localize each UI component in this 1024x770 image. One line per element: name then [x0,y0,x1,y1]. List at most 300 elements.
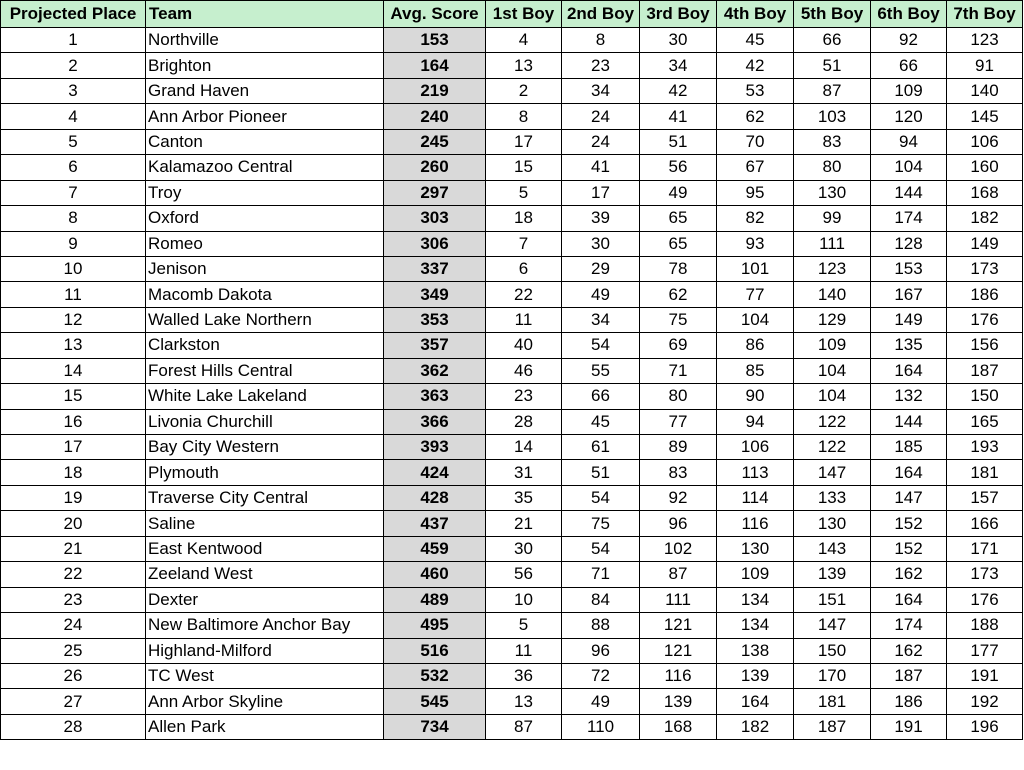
header-avg-score: Avg. Score [384,1,486,28]
cell-5th-boy: 130 [794,511,871,536]
cell-2nd-boy: 49 [562,282,640,307]
cell-5th-boy: 122 [794,409,871,434]
cell-projected-place: 5 [1,129,146,154]
cell-projected-place: 27 [1,689,146,714]
cell-avg-score: 516 [384,638,486,663]
cell-team: Jenison [146,256,384,281]
cell-7th-boy: 196 [947,714,1023,739]
cell-avg-score: 337 [384,256,486,281]
cell-4th-boy: 182 [717,714,794,739]
cell-2nd-boy: 88 [562,613,640,638]
cell-4th-boy: 70 [717,129,794,154]
cell-3rd-boy: 102 [640,536,717,561]
table-row [1,53,1023,78]
cell-3rd-boy: 42 [640,78,717,103]
cell-6th-boy: 109 [871,78,947,103]
table-row [1,333,1023,358]
cell-projected-place: 6 [1,155,146,180]
cell-projected-place: 18 [1,460,146,485]
cell-2nd-boy: 29 [562,256,640,281]
table-row [1,613,1023,638]
cell-avg-score: 164 [384,53,486,78]
cell-2nd-boy: 23 [562,53,640,78]
cell-projected-place: 10 [1,256,146,281]
cell-4th-boy: 130 [717,536,794,561]
cell-2nd-boy: 66 [562,384,640,409]
cell-4th-boy: 42 [717,53,794,78]
cell-1st-boy: 15 [486,155,562,180]
cell-3rd-boy: 121 [640,638,717,663]
cell-4th-boy: 114 [717,485,794,510]
cell-1st-boy: 6 [486,256,562,281]
cell-5th-boy: 170 [794,663,871,688]
cell-1st-boy: 31 [486,460,562,485]
cell-1st-boy: 7 [486,231,562,256]
cell-4th-boy: 139 [717,663,794,688]
cell-avg-score: 303 [384,206,486,231]
cell-team: TC West [146,663,384,688]
cell-3rd-boy: 34 [640,53,717,78]
table-row [1,358,1023,383]
table-row [1,460,1023,485]
cell-1st-boy: 18 [486,206,562,231]
cell-team: Canton [146,129,384,154]
cell-3rd-boy: 62 [640,282,717,307]
table-row [1,129,1023,154]
cell-projected-place: 12 [1,307,146,332]
cell-7th-boy: 176 [947,587,1023,612]
cell-5th-boy: 130 [794,180,871,205]
cell-team: Romeo [146,231,384,256]
cell-5th-boy: 99 [794,206,871,231]
cell-5th-boy: 111 [794,231,871,256]
cell-4th-boy: 164 [717,689,794,714]
cell-3rd-boy: 56 [640,155,717,180]
cell-1st-boy: 36 [486,663,562,688]
cell-6th-boy: 164 [871,358,947,383]
cell-7th-boy: 182 [947,206,1023,231]
cell-2nd-boy: 8 [562,28,640,53]
cell-team: Forest Hills Central [146,358,384,383]
cell-1st-boy: 11 [486,638,562,663]
cell-projected-place: 2 [1,53,146,78]
cell-avg-score: 219 [384,78,486,103]
cell-2nd-boy: 110 [562,714,640,739]
cell-7th-boy: 140 [947,78,1023,103]
cell-team: Bay City Western [146,435,384,460]
cell-team: East Kentwood [146,536,384,561]
cell-7th-boy: 173 [947,562,1023,587]
cell-4th-boy: 106 [717,435,794,460]
cell-team: Ann Arbor Skyline [146,689,384,714]
header-team: Team [146,1,384,28]
cell-7th-boy: 145 [947,104,1023,129]
cell-2nd-boy: 71 [562,562,640,587]
cell-6th-boy: 94 [871,129,947,154]
cell-5th-boy: 122 [794,435,871,460]
cell-6th-boy: 132 [871,384,947,409]
cell-7th-boy: 188 [947,613,1023,638]
cell-2nd-boy: 51 [562,460,640,485]
cell-2nd-boy: 54 [562,536,640,561]
cell-6th-boy: 174 [871,206,947,231]
cell-6th-boy: 162 [871,562,947,587]
table-row [1,562,1023,587]
cell-avg-score: 428 [384,485,486,510]
cell-1st-boy: 13 [486,689,562,714]
table-row [1,180,1023,205]
cell-1st-boy: 21 [486,511,562,536]
cell-7th-boy: 176 [947,307,1023,332]
cell-3rd-boy: 89 [640,435,717,460]
cell-projected-place: 28 [1,714,146,739]
cell-team: Plymouth [146,460,384,485]
cell-1st-boy: 46 [486,358,562,383]
cell-team: Grand Haven [146,78,384,103]
cell-4th-boy: 134 [717,587,794,612]
cell-3rd-boy: 111 [640,587,717,612]
cell-projected-place: 25 [1,638,146,663]
cell-avg-score: 489 [384,587,486,612]
cell-3rd-boy: 83 [640,460,717,485]
table-row [1,587,1023,612]
cell-5th-boy: 181 [794,689,871,714]
cell-avg-score: 362 [384,358,486,383]
cell-5th-boy: 80 [794,155,871,180]
cell-4th-boy: 134 [717,613,794,638]
cell-5th-boy: 103 [794,104,871,129]
cell-7th-boy: 171 [947,536,1023,561]
cell-5th-boy: 187 [794,714,871,739]
table-row [1,536,1023,561]
table-row [1,104,1023,129]
cell-5th-boy: 151 [794,587,871,612]
cell-7th-boy: 149 [947,231,1023,256]
cell-6th-boy: 152 [871,511,947,536]
cell-2nd-boy: 54 [562,485,640,510]
cell-team: Highland-Milford [146,638,384,663]
cell-projected-place: 16 [1,409,146,434]
cell-7th-boy: 156 [947,333,1023,358]
cell-7th-boy: 165 [947,409,1023,434]
cell-4th-boy: 45 [717,28,794,53]
cell-team: White Lake Lakeland [146,384,384,409]
cell-team: Ann Arbor Pioneer [146,104,384,129]
table-row [1,384,1023,409]
cell-4th-boy: 53 [717,78,794,103]
cell-7th-boy: 181 [947,460,1023,485]
cell-7th-boy: 123 [947,28,1023,53]
cell-5th-boy: 104 [794,358,871,383]
cell-team: Zeeland West [146,562,384,587]
cell-team: Traverse City Central [146,485,384,510]
cell-avg-score: 393 [384,435,486,460]
cell-team: Allen Park [146,714,384,739]
cell-6th-boy: 128 [871,231,947,256]
cell-projected-place: 7 [1,180,146,205]
cell-5th-boy: 109 [794,333,871,358]
cell-3rd-boy: 168 [640,714,717,739]
cell-2nd-boy: 54 [562,333,640,358]
cell-1st-boy: 35 [486,485,562,510]
cell-6th-boy: 149 [871,307,947,332]
cell-3rd-boy: 30 [640,28,717,53]
table-header [1,1,1023,28]
cell-avg-score: 460 [384,562,486,587]
cell-5th-boy: 129 [794,307,871,332]
cell-6th-boy: 187 [871,663,947,688]
cell-7th-boy: 186 [947,282,1023,307]
header-4th-boy: 4th Boy [717,1,794,28]
cell-avg-score: 545 [384,689,486,714]
cell-4th-boy: 116 [717,511,794,536]
cell-1st-boy: 22 [486,282,562,307]
cell-avg-score: 437 [384,511,486,536]
cell-avg-score: 734 [384,714,486,739]
cell-1st-boy: 2 [486,78,562,103]
cell-4th-boy: 77 [717,282,794,307]
table-row [1,485,1023,510]
cell-team: Troy [146,180,384,205]
table-row [1,231,1023,256]
cell-2nd-boy: 61 [562,435,640,460]
cell-1st-boy: 4 [486,28,562,53]
cell-projected-place: 4 [1,104,146,129]
table-row [1,435,1023,460]
cell-avg-score: 363 [384,384,486,409]
cell-avg-score: 153 [384,28,486,53]
cell-5th-boy: 87 [794,78,871,103]
cell-7th-boy: 150 [947,384,1023,409]
cell-7th-boy: 160 [947,155,1023,180]
cell-4th-boy: 82 [717,206,794,231]
cell-2nd-boy: 34 [562,78,640,103]
table-row [1,689,1023,714]
cell-4th-boy: 67 [717,155,794,180]
cell-5th-boy: 66 [794,28,871,53]
table-body [1,28,1023,740]
header-3rd-boy: 3rd Boy [640,1,717,28]
cell-projected-place: 11 [1,282,146,307]
cell-3rd-boy: 71 [640,358,717,383]
cell-3rd-boy: 49 [640,180,717,205]
table-row [1,155,1023,180]
cell-avg-score: 459 [384,536,486,561]
cell-avg-score: 349 [384,282,486,307]
cell-projected-place: 23 [1,587,146,612]
header-1st-boy: 1st Boy [486,1,562,28]
cell-6th-boy: 164 [871,587,947,612]
cell-3rd-boy: 139 [640,689,717,714]
cell-6th-boy: 164 [871,460,947,485]
cell-2nd-boy: 30 [562,231,640,256]
cell-4th-boy: 90 [717,384,794,409]
cell-3rd-boy: 77 [640,409,717,434]
cell-1st-boy: 17 [486,129,562,154]
cell-2nd-boy: 55 [562,358,640,383]
cell-team: Kalamazoo Central [146,155,384,180]
cell-6th-boy: 167 [871,282,947,307]
cell-team: Clarkston [146,333,384,358]
cell-avg-score: 353 [384,307,486,332]
cell-7th-boy: 168 [947,180,1023,205]
cell-avg-score: 240 [384,104,486,129]
cell-7th-boy: 106 [947,129,1023,154]
cell-5th-boy: 123 [794,256,871,281]
cell-5th-boy: 147 [794,460,871,485]
cell-team: Northville [146,28,384,53]
cell-4th-boy: 113 [717,460,794,485]
header-6th-boy: 6th Boy [871,1,947,28]
cell-5th-boy: 140 [794,282,871,307]
cell-team: Livonia Churchill [146,409,384,434]
cell-1st-boy: 11 [486,307,562,332]
cell-7th-boy: 192 [947,689,1023,714]
cell-2nd-boy: 24 [562,104,640,129]
cell-5th-boy: 150 [794,638,871,663]
table-row [1,714,1023,739]
cell-1st-boy: 23 [486,384,562,409]
cell-2nd-boy: 45 [562,409,640,434]
cell-4th-boy: 93 [717,231,794,256]
cell-6th-boy: 185 [871,435,947,460]
cell-1st-boy: 40 [486,333,562,358]
cell-5th-boy: 139 [794,562,871,587]
cell-projected-place: 13 [1,333,146,358]
cell-4th-boy: 109 [717,562,794,587]
cell-avg-score: 357 [384,333,486,358]
header-2nd-boy: 2nd Boy [562,1,640,28]
cell-3rd-boy: 69 [640,333,717,358]
cell-6th-boy: 144 [871,409,947,434]
cell-4th-boy: 86 [717,333,794,358]
table-row [1,78,1023,103]
cell-6th-boy: 153 [871,256,947,281]
cell-7th-boy: 191 [947,663,1023,688]
cell-3rd-boy: 78 [640,256,717,281]
table-row [1,409,1023,434]
cell-1st-boy: 28 [486,409,562,434]
cell-4th-boy: 94 [717,409,794,434]
cell-5th-boy: 147 [794,613,871,638]
cell-projected-place: 14 [1,358,146,383]
cell-3rd-boy: 80 [640,384,717,409]
cell-team: Macomb Dakota [146,282,384,307]
cell-avg-score: 424 [384,460,486,485]
cell-2nd-boy: 49 [562,689,640,714]
cell-1st-boy: 5 [486,613,562,638]
cell-4th-boy: 95 [717,180,794,205]
cell-7th-boy: 177 [947,638,1023,663]
cell-avg-score: 297 [384,180,486,205]
cell-6th-boy: 120 [871,104,947,129]
cell-2nd-boy: 75 [562,511,640,536]
cell-7th-boy: 193 [947,435,1023,460]
table-row [1,206,1023,231]
cell-6th-boy: 66 [871,53,947,78]
cell-2nd-boy: 17 [562,180,640,205]
table-row [1,256,1023,281]
cell-1st-boy: 10 [486,587,562,612]
cell-projected-place: 22 [1,562,146,587]
table-row [1,511,1023,536]
cell-1st-boy: 13 [486,53,562,78]
cell-2nd-boy: 39 [562,206,640,231]
cell-6th-boy: 144 [871,180,947,205]
cell-6th-boy: 162 [871,638,947,663]
cell-7th-boy: 166 [947,511,1023,536]
cell-1st-boy: 5 [486,180,562,205]
cell-projected-place: 19 [1,485,146,510]
header-row [1,1,1023,28]
cell-team: Saline [146,511,384,536]
cell-1st-boy: 8 [486,104,562,129]
cell-4th-boy: 62 [717,104,794,129]
table-row [1,663,1023,688]
table-row [1,28,1023,53]
cell-1st-boy: 14 [486,435,562,460]
cell-7th-boy: 187 [947,358,1023,383]
cell-avg-score: 532 [384,663,486,688]
cell-6th-boy: 174 [871,613,947,638]
cell-2nd-boy: 24 [562,129,640,154]
cell-6th-boy: 147 [871,485,947,510]
cell-4th-boy: 85 [717,358,794,383]
cell-projected-place: 8 [1,206,146,231]
cell-1st-boy: 56 [486,562,562,587]
cell-3rd-boy: 92 [640,485,717,510]
cell-3rd-boy: 96 [640,511,717,536]
header-projected-place: Projected Place [1,1,146,28]
cell-4th-boy: 101 [717,256,794,281]
cell-projected-place: 3 [1,78,146,103]
table-row [1,307,1023,332]
cell-6th-boy: 186 [871,689,947,714]
cell-5th-boy: 143 [794,536,871,561]
cell-7th-boy: 173 [947,256,1023,281]
cell-6th-boy: 92 [871,28,947,53]
cell-6th-boy: 191 [871,714,947,739]
cell-team: Walled Lake Northern [146,307,384,332]
cell-projected-place: 20 [1,511,146,536]
cell-team: Oxford [146,206,384,231]
cell-avg-score: 260 [384,155,486,180]
cell-team: Dexter [146,587,384,612]
cell-5th-boy: 104 [794,384,871,409]
cell-2nd-boy: 84 [562,587,640,612]
cell-projected-place: 26 [1,663,146,688]
cell-3rd-boy: 121 [640,613,717,638]
cell-3rd-boy: 75 [640,307,717,332]
cell-2nd-boy: 96 [562,638,640,663]
cell-5th-boy: 133 [794,485,871,510]
cell-3rd-boy: 65 [640,206,717,231]
header-7th-boy: 7th Boy [947,1,1023,28]
cell-5th-boy: 83 [794,129,871,154]
cell-6th-boy: 104 [871,155,947,180]
cell-7th-boy: 157 [947,485,1023,510]
cell-projected-place: 21 [1,536,146,561]
header-5th-boy: 5th Boy [794,1,871,28]
cell-7th-boy: 91 [947,53,1023,78]
table-row [1,638,1023,663]
cell-projected-place: 15 [1,384,146,409]
cell-3rd-boy: 87 [640,562,717,587]
cell-1st-boy: 30 [486,536,562,561]
cell-2nd-boy: 72 [562,663,640,688]
cell-avg-score: 306 [384,231,486,256]
cell-1st-boy: 87 [486,714,562,739]
